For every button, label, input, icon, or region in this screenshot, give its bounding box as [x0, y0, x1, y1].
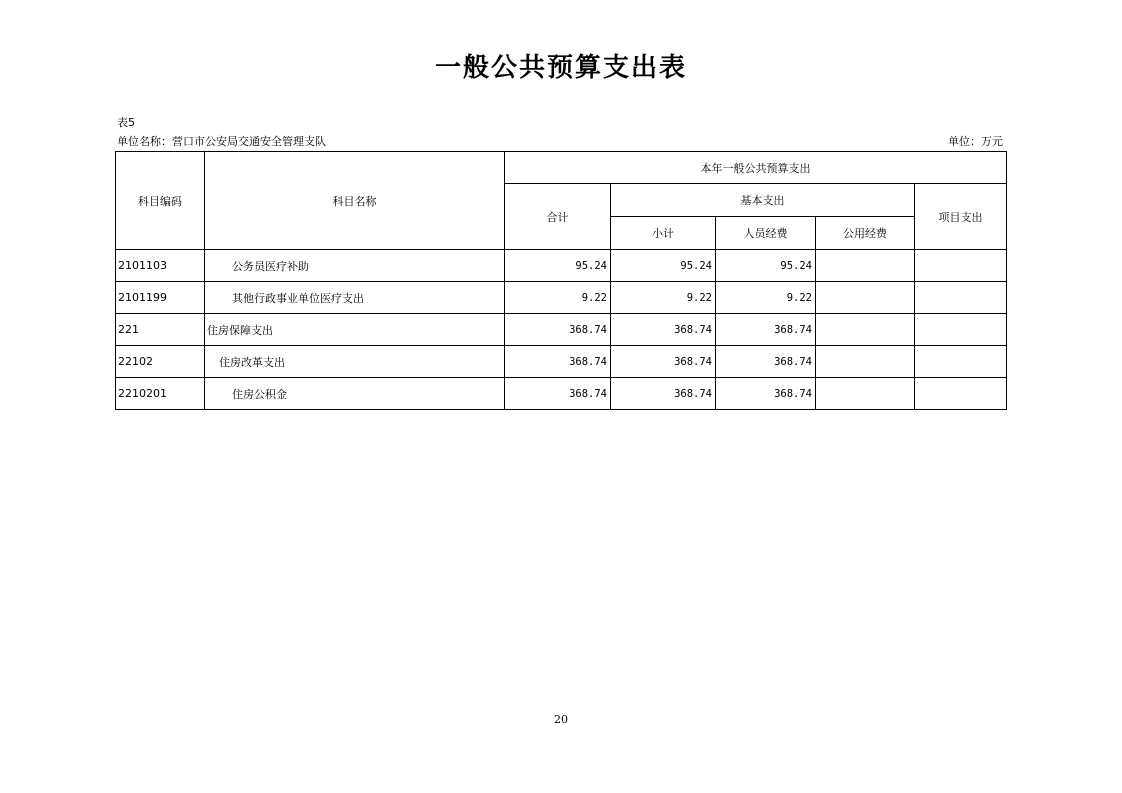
- table-header: [116, 152, 1007, 250]
- header-basic: 基本支出: [611, 184, 915, 217]
- cell-name: 其他行政事业单位医疗支出: [205, 282, 505, 314]
- cell-public: [816, 314, 915, 346]
- header-name: 科目名称: [205, 152, 505, 250]
- budget-table: [115, 151, 1007, 410]
- cell-total: 368.74: [505, 314, 611, 346]
- cell-project: [915, 314, 1007, 346]
- table-row: [116, 378, 1007, 410]
- unit-of-measure: 单位：万元: [948, 135, 1003, 148]
- cell-public: [816, 282, 915, 314]
- cell-code: 2210201: [116, 378, 205, 410]
- cell-subtotal: 368.74: [611, 346, 716, 378]
- cell-personnel: 368.74: [716, 346, 816, 378]
- cell-code: 2101103: [116, 250, 205, 282]
- header-personnel: 人员经费: [716, 217, 816, 250]
- table-body: [116, 250, 1007, 410]
- cell-subtotal: 9.22: [611, 282, 716, 314]
- table-number: 表5: [117, 116, 135, 129]
- cell-name: 住房改革支出: [205, 346, 505, 378]
- page-title: 一般公共预算支出表: [434, 53, 687, 83]
- unit-name: 单位名称：营口市公安局交通安全管理支队: [117, 135, 326, 148]
- cell-code: 22102: [116, 346, 205, 378]
- cell-project: [915, 250, 1007, 282]
- table-row: [116, 346, 1007, 378]
- cell-code: 221: [116, 314, 205, 346]
- cell-personnel: 95.24: [716, 250, 816, 282]
- cell-public: [816, 250, 915, 282]
- cell-subtotal: 368.74: [611, 314, 716, 346]
- header-project: 项目支出: [915, 184, 1007, 250]
- cell-total: 9.22: [505, 282, 611, 314]
- header-total: 合计: [505, 184, 611, 250]
- cell-personnel: 368.74: [716, 314, 816, 346]
- table-row: [116, 282, 1007, 314]
- cell-personnel: 9.22: [716, 282, 816, 314]
- cell-total: 368.74: [505, 378, 611, 410]
- cell-public: [816, 378, 915, 410]
- unit-info-row: [117, 134, 1003, 150]
- cell-subtotal: 368.74: [611, 378, 716, 410]
- cell-total: 95.24: [505, 250, 611, 282]
- cell-name: 公务员医疗补助: [205, 250, 505, 282]
- table-row: [116, 250, 1007, 282]
- header-group: 本年一般公共预算支出: [505, 152, 1007, 184]
- cell-name: 住房保障支出: [205, 314, 505, 346]
- cell-name: 住房公积金: [205, 378, 505, 410]
- cell-subtotal: 95.24: [611, 250, 716, 282]
- cell-project: [915, 282, 1007, 314]
- cell-total: 368.74: [505, 346, 611, 378]
- header-public: 公用经费: [816, 217, 915, 250]
- header-subtotal: 小计: [611, 217, 716, 250]
- header-code: 科目编码: [116, 152, 205, 250]
- cell-public: [816, 346, 915, 378]
- cell-project: [915, 378, 1007, 410]
- cell-code: 2101199: [116, 282, 205, 314]
- table-row: [116, 314, 1007, 346]
- cell-personnel: 368.74: [716, 378, 816, 410]
- page-number: 20: [554, 713, 568, 726]
- cell-project: [915, 346, 1007, 378]
